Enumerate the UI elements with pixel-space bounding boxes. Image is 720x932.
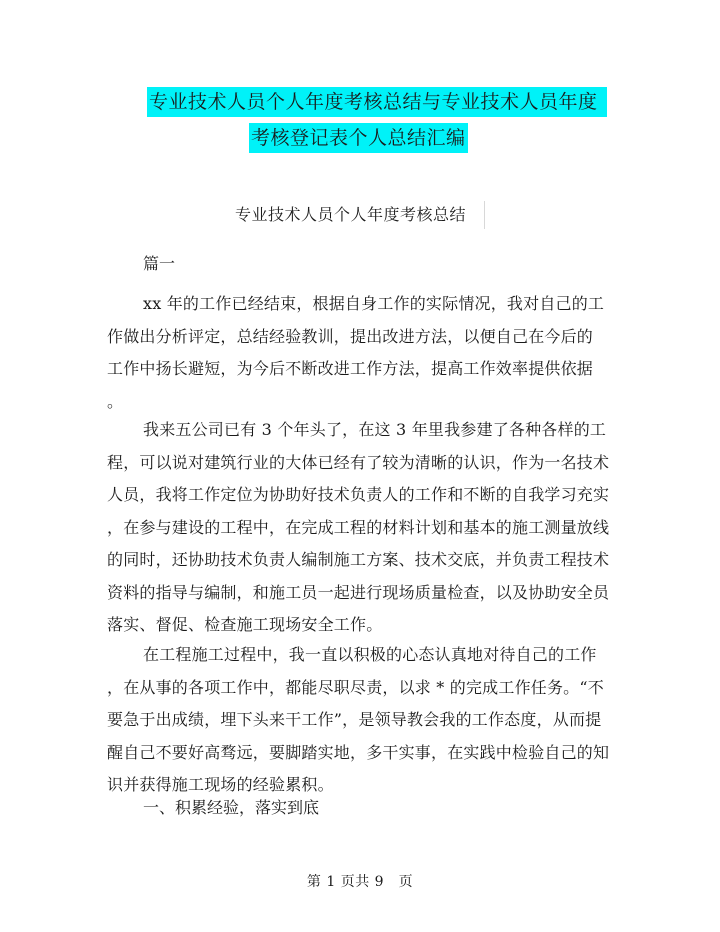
paragraph-line: 要急于出成绩，埋下头来干工作”，是领导教会我的工作态度，从而提: [107, 710, 602, 729]
paragraph-line: 。: [107, 391, 124, 411]
paragraph-line: 程，可以说对建筑行业的大体已经有了较为清晰的认识，作为一名技术: [107, 452, 610, 472]
title-highlight: 考核登记表个人总结汇编: [249, 123, 468, 153]
paragraph: [107, 639, 610, 802]
section-label: 篇一: [143, 254, 176, 273]
paragraph-line: 在工程施工过程中，我一直以积极的心态认真地对待自己的工作: [143, 645, 597, 664]
page-footer: 第 1 页共 9 页: [306, 874, 414, 890]
title-highlight: 专业技术人员个人年度考核总结与专业技术人员年度: [147, 87, 607, 117]
paragraph-line: 识并获得施工现场的经验累积。: [107, 775, 334, 794]
paragraph: [107, 414, 610, 642]
paragraph-line: ，在参与建设的工程中，在完成工程的材料计划和基本的施工测量放线: [107, 517, 610, 537]
paragraph-line: 的同时，还协助技术负责人编制施工方案、技术交底，并负责工程技术: [107, 550, 610, 569]
document-subtitle: 专业技术人员个人年度考核总结: [235, 201, 485, 229]
paragraph-line: xx 年的工作已经结束，根据自身工作的实际情况，我对自己的工: [143, 294, 605, 313]
paragraph-line: 醒自己不要好高骛远，要脚踏实地，多干实事，在实践中检验自己的知: [107, 742, 610, 762]
paragraph-line: 人员，我将工作定位为协助好技术负责人的工作和不断的自我学习充实: [107, 485, 610, 504]
paragraph: [107, 288, 605, 418]
paragraph-line: 我来五公司已有 3 个年头了，在这 3 年里我参建了各种各样的工: [143, 420, 607, 439]
section-heading: 一、积累经验，落实到底: [143, 798, 320, 817]
paragraph-line: 落实、督促、检查施工现场安全工作。: [107, 615, 383, 634]
paragraph-line: 作做出分析评定，总结经验教训，提出改进方法，以便自己在今后的: [107, 326, 594, 346]
document-title-line-1: [147, 87, 607, 117]
paragraph-line: 资料的指导与编制，和施工员一起进行现场质量检查，以及协助安全员: [107, 582, 610, 602]
paragraph-line: ，在从事的各项工作中，都能尽职尽责，以求 * 的完成工作任务。“不: [107, 677, 604, 697]
document-title-line-2: [249, 123, 468, 153]
paragraph-line: 工作中扬长避短，为今后不断改进工作方法，提高工作效率提供依据: [107, 359, 594, 378]
